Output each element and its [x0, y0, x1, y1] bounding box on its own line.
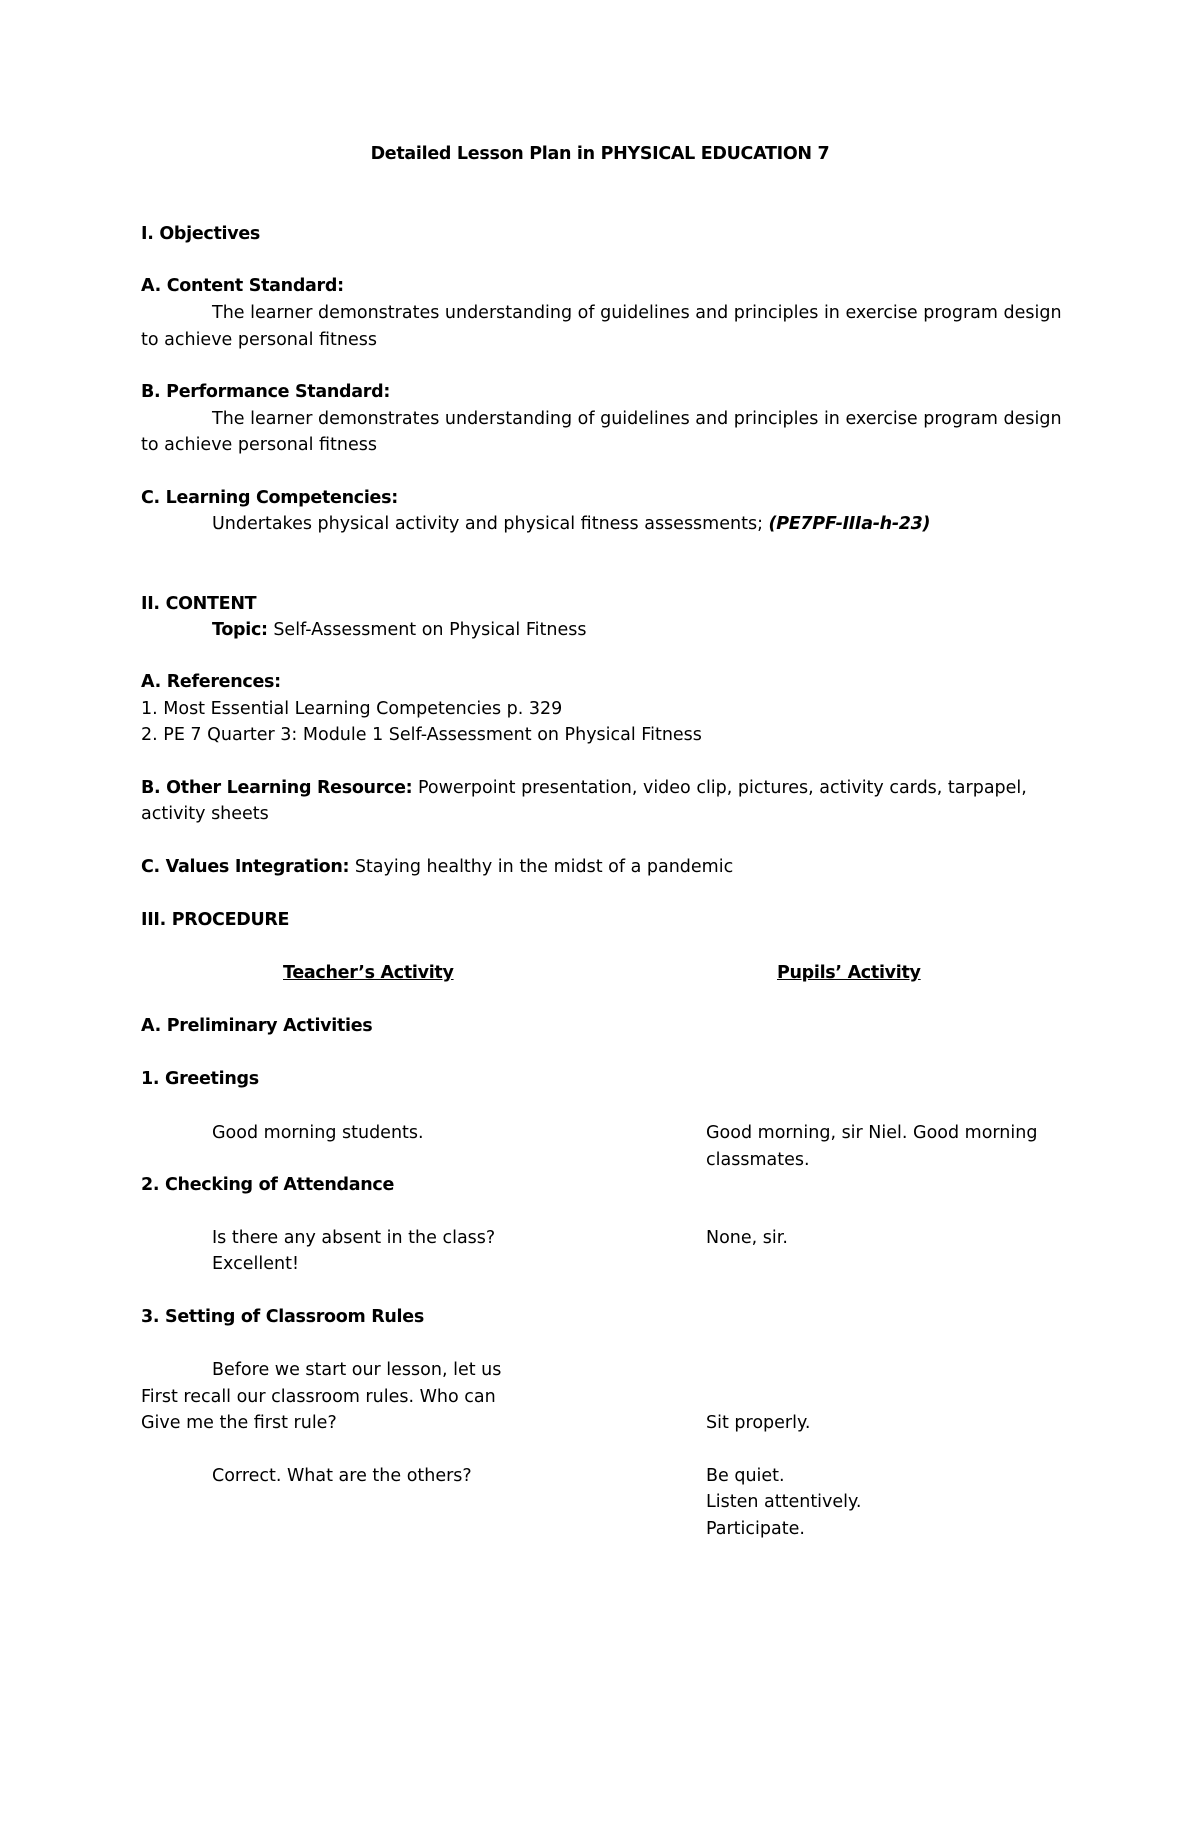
values-integration-label: C. Values Integration: — [141, 857, 350, 877]
rules-teacher-followup: Correct. What are the others? — [212, 1466, 472, 1486]
topic-line — [212, 617, 586, 643]
rules-pupil-item: Be quiet. — [706, 1466, 785, 1486]
other-resource-line — [141, 775, 1027, 801]
performance-standard-text-cont: to achieve personal fitness — [141, 435, 377, 455]
references-label: A. References: — [141, 672, 281, 692]
reference-item: 1. Most Essential Learning Competencies p. 329 — [141, 699, 563, 719]
attendance-pupil: None, sir. — [706, 1228, 788, 1248]
content-standard-text-cont: to achieve personal fitness — [141, 330, 377, 350]
attendance-heading: 2. Checking of Attendance — [141, 1175, 395, 1195]
content-standard-label: A. Content Standard: — [141, 276, 344, 296]
other-resource-value: Powerpoint presentation, video clip, pictures, activity cards, tarpapel, — [417, 778, 1027, 798]
other-resource-value-cont: activity sheets — [141, 804, 269, 824]
values-integration-value: Staying healthy in the midst of a pandemic — [354, 857, 734, 877]
objectives-heading: I. Objectives — [141, 224, 261, 244]
page-title: Detailed Lesson Plan in PHYSICAL EDUCATION 7 — [370, 144, 830, 164]
topic-label: Topic: — [212, 620, 268, 640]
greetings-teacher: Good morning students. — [212, 1123, 424, 1143]
teacher-activity-header: Teacher’s Activity — [283, 963, 454, 983]
content-standard-text: The learner demonstrates understanding of guidelines and principles in exercise program design — [212, 303, 1062, 323]
pupils-activity-header: Pupils’ Activity — [777, 963, 921, 983]
preliminary-activities-heading: A. Preliminary Activities — [141, 1016, 373, 1036]
other-resource-label: B. Other Learning Resource: — [141, 778, 413, 798]
rules-pupil-first: Sit properly. — [706, 1413, 811, 1433]
performance-standard-text: The learner demonstrates understanding of guidelines and principles in exercise program design — [212, 409, 1062, 429]
competency-code: (PE7PF-IIIa-h-23) — [768, 514, 931, 534]
values-integration-line — [141, 854, 733, 880]
performance-standard-label: B. Performance Standard: — [141, 382, 391, 402]
greetings-heading: 1. Greetings — [141, 1069, 259, 1089]
learning-competencies-text: Undertakes physical activity and physical fitness assessments; — [212, 514, 763, 534]
classroom-rules-heading: 3. Setting of Classroom Rules — [141, 1307, 424, 1327]
rules-teacher-line: Give me the first rule? — [141, 1413, 337, 1433]
greetings-pupil-cont: classmates. — [706, 1150, 810, 1170]
attendance-teacher: Is there any absent in the class? — [212, 1228, 496, 1248]
topic-value: Self-Assessment on Physical Fitness — [273, 620, 587, 640]
content-heading: II. CONTENT — [141, 594, 257, 614]
learning-competencies-label: C. Learning Competencies: — [141, 488, 398, 508]
attendance-teacher-cont: Excellent! — [212, 1254, 299, 1274]
reference-item: 2. PE 7 Quarter 3: Module 1 Self-Assessment on Physical Fitness — [141, 725, 702, 745]
rules-pupil-item: Listen attentively. — [706, 1492, 862, 1512]
rules-pupil-item: Participate. — [706, 1519, 805, 1539]
rules-teacher-line: First recall our classroom rules. Who can — [141, 1387, 496, 1407]
rules-teacher-line: Before we start our lesson, let us — [212, 1360, 502, 1380]
learning-competencies-line — [212, 511, 930, 537]
procedure-heading: III. PROCEDURE — [141, 910, 290, 930]
greetings-pupil: Good morning, sir Niel. Good morning — [706, 1123, 1038, 1143]
